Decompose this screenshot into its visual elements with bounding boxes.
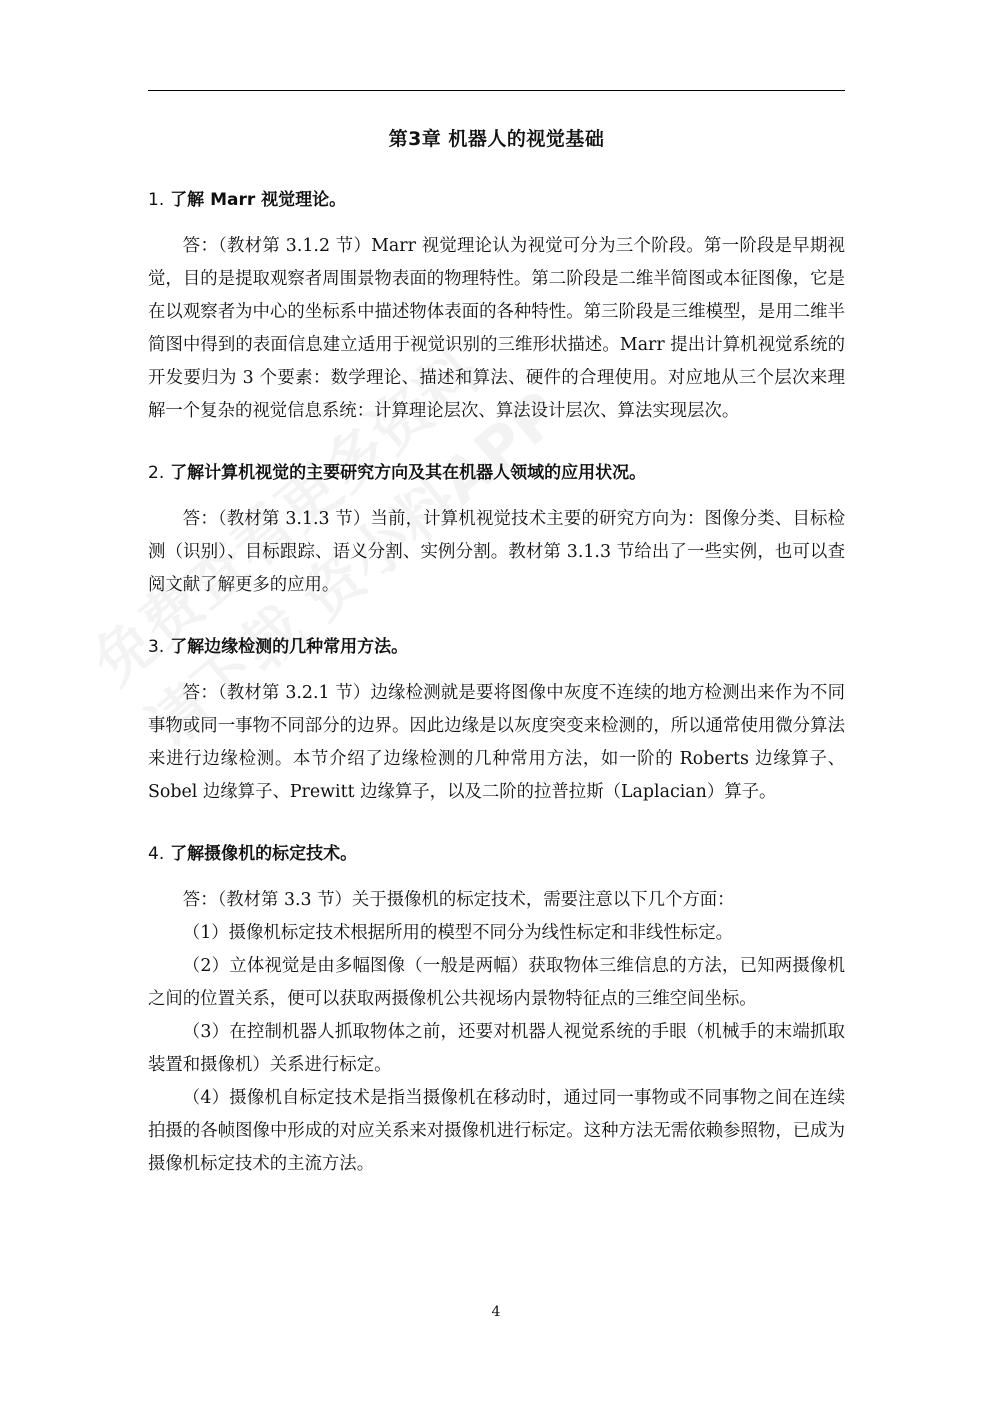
question-heading	[148, 839, 845, 864]
question-number: 1.	[148, 190, 165, 210]
question-heading	[148, 632, 845, 657]
question-title: 了解边缘检测的几种常用方法。	[170, 637, 409, 657]
question-title: 了解摄像机的标定技术。	[170, 844, 358, 864]
section-3	[148, 632, 845, 809]
answer-item: （3）在控制机器人抓取物体之前，还要对机器人视觉系统的手眼（机械手的末端抓取装置和摄像机）关系进行标定。	[148, 1022, 845, 1075]
page-content	[148, 118, 845, 1211]
question-heading	[148, 185, 845, 210]
chapter-title: 第3章 机器人的视觉基础	[388, 128, 605, 150]
section-4	[148, 839, 845, 1181]
question-number: 4.	[148, 844, 165, 864]
section-1	[148, 185, 845, 428]
question-title: 了解 Marr 视觉理论。	[170, 190, 347, 210]
header-rule	[148, 90, 845, 91]
question-heading	[148, 458, 845, 483]
question-title: 了解计算机视觉的主要研究方向及其在机器人领域的应用状况。	[170, 463, 647, 483]
answer-item: （2）立体视觉是由多幅图像（一般是两幅）获取物体三维信息的方法，已知两摄像机之间的位置关系，便可以获取两摄像机公共视场内景物特征点的三维空间坐标。	[148, 956, 845, 1009]
answer-item: （1）摄像机标定技术根据所用的模型不同分为线性标定和非线性标定。	[182, 923, 733, 943]
answer-paragraph: 答：（教材第 3.1.2 节）Marr 视觉理论认为视觉可分为三个阶段。第一阶段是早期视觉，目的是提取观察者周围景物表面的物理特性。第二阶段是二维半简图或本征图像，它是在以观察者为中心的坐标系中描述物体表面的各种特性。第三阶段是三维模型，是用二维半简图中得到的表面信息建立适用于视觉识别的三维形状描述。Marr 提出计算机视觉系统的开发要归为 3 个要素：数学理论、描述和算法、硬件的合理使用。对应地从三个层次来理解一个复杂的视觉信息系统：计算理论层次、算法设计层次、算法实现层次。	[148, 236, 845, 421]
answer-paragraph: 答：（教材第 3.2.1 节）边缘检测就是要将图像中灰度不连续的地方检测出来作为不同事物或同一事物不同部分的边界。因此边缘是以灰度突变来检测的，所以通常使用微分算法来进行边缘检测。本节介绍了边缘检测的几种常用方法，如一阶的 Roberts 边缘算子、Sobel 边缘算子、Prewitt 边缘算子，以及二阶的拉普拉斯（Laplacian）算子。	[148, 683, 845, 802]
section-2	[148, 458, 845, 602]
question-number: 2.	[148, 463, 165, 483]
answer-paragraph: 答：（教材第 3.3 节）关于摄像机的标定技术，需要注意以下几个方面：	[182, 890, 735, 910]
answer-paragraph: 答：（教材第 3.1.3 节）当前，计算机视觉技术主要的研究方向为：图像分类、目标检测（识别）、目标跟踪、语义分割、实例分割。教材第 3.1.3 节给出了一些实例，也可以查阅文献了解更多的应用。	[148, 509, 845, 595]
page-number: 4	[491, 1304, 501, 1320]
answer-item: （4）摄像机自标定技术是指当摄像机在移动时，通过同一事物或不同事物之间在连续拍摄的各帧图像中形成的对应关系来对摄像机进行标定。这种方法无需依赖参照物，已成为摄像机标定技术的主流方法。	[148, 1088, 845, 1174]
question-number: 3.	[148, 637, 165, 657]
